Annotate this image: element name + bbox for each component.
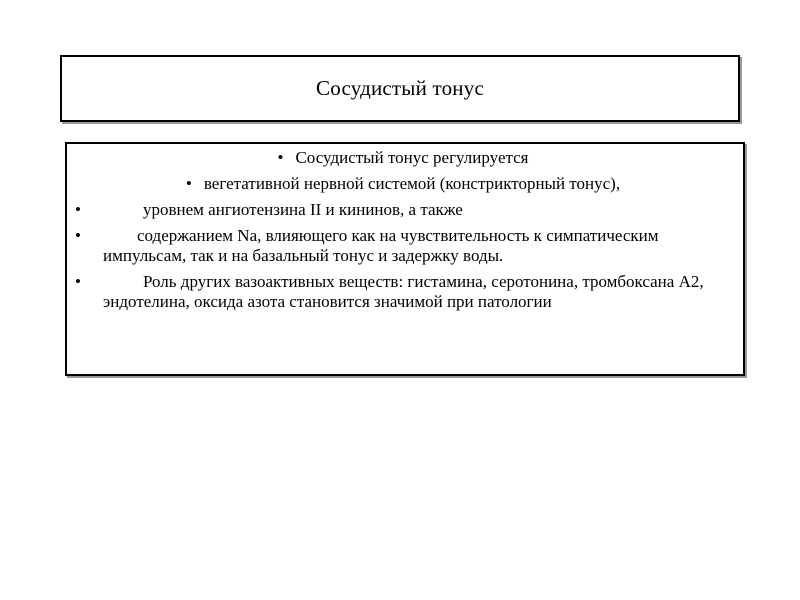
bullet-text: вегетативной нервной системой (констрикторный тонус), bbox=[203, 174, 621, 193]
bullet-list bbox=[75, 148, 731, 312]
list-item bbox=[75, 272, 731, 312]
slide-title-box bbox=[60, 55, 740, 122]
bullet-text: Роль других вазоактивных веществ: гистамина, серотонина, тромбоксана А2, эндотелина, оксида азота становится значимой при патологии bbox=[103, 272, 704, 311]
slide-content-box bbox=[65, 142, 745, 376]
slide-title: Сосудистый тонус bbox=[316, 76, 484, 100]
bullet-icon: • bbox=[75, 272, 81, 291]
bullet-icon: • bbox=[75, 200, 81, 219]
list-item bbox=[75, 226, 731, 266]
bullet-text: Сосудистый тонус регулируется bbox=[295, 148, 529, 167]
bullet-icon: • bbox=[75, 226, 81, 245]
bullet-icon: • bbox=[277, 148, 284, 167]
list-item bbox=[75, 174, 731, 194]
bullet-text: уровнем ангиотензина II и кининов, а также bbox=[143, 200, 463, 219]
list-item bbox=[75, 148, 731, 168]
bullet-icon: • bbox=[185, 174, 192, 193]
bullet-text: содержанием Na, влияющего как на чувствительность к симпатическим импульсам, так и на базальный тонус и задержку воды. bbox=[103, 226, 659, 265]
list-item bbox=[75, 200, 731, 220]
